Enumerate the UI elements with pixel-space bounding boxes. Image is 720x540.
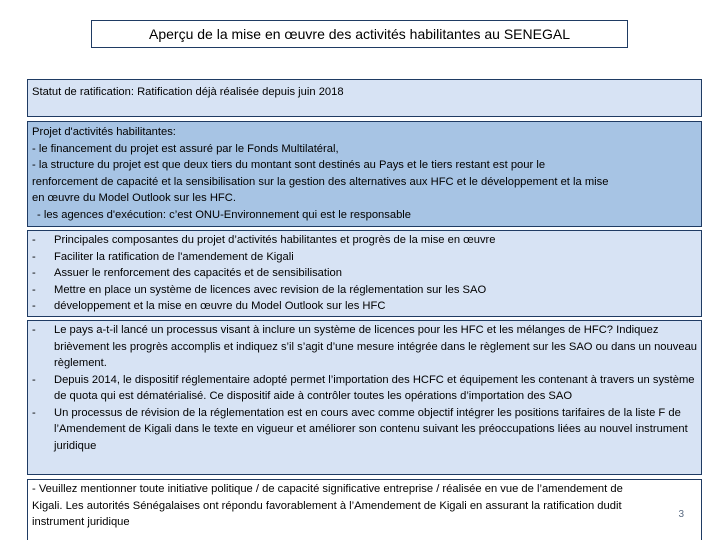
list-item	[32, 282, 697, 299]
dash-marker: -	[32, 283, 36, 296]
list-item-text: Depuis 2014, le dispositif réglementaire adopté permet l’importation des HCFC et équipement les contenant à travers un système de quota qui est dématérialisé. Ce dispositif aide à contrôler toutes les opérations d’importation des SAO	[54, 373, 695, 402]
list-item	[32, 372, 697, 405]
licensing-box	[27, 320, 702, 475]
list-item	[32, 232, 697, 249]
project-box	[27, 121, 702, 227]
list-item	[32, 265, 697, 282]
list-item	[32, 322, 697, 372]
dash-marker: -	[32, 373, 36, 386]
slide-title: Aperçu de la mise en œuvre des activités habilitantes au SENEGAL	[91, 20, 628, 48]
dash-marker: -	[32, 324, 36, 336]
project-line: - les agences d'exécution: c’est ONU-Environnement qui est le responsable	[37, 208, 412, 221]
list-item-text: Principales composantes du projet d’activités habilitantes et progrès de la mise en œuvre	[54, 234, 496, 246]
list-item-text: Un processus de révision de la réglementation est en cours avec comme objectif intégrer les positions tarifaires de la liste F de l’Amendement de Kigali dans le texte en vigueur et améliorer son contenu suivant les préoccupations liées au nouvel instrument juridique	[54, 406, 688, 452]
components-box	[27, 230, 702, 317]
ratification-status-text: Statut de ratification: Ratification déjà réalisée depuis juin 2018	[32, 86, 344, 98]
list-item	[32, 249, 697, 266]
ratification-status-box	[27, 79, 702, 117]
initiative-box	[27, 479, 702, 540]
list-item-text: Le pays a-t-il lancé un processus visant à inclure un système de licences pour les HFC et les mélanges de HFC? Indiquez brièvement les progrès accomplis et indiquez s’il s’agit d’une mesure intégrée dans le règlement sur les SAO ou dans un nouveau règlement.	[54, 324, 698, 369]
initiative-text: - Veuillez mentionner toute initiative politique / de capacité significative entreprise / réalisée en vue de l’amendement de Kigali. Les autorités Sénégalaises ont répondu favorablement à l’Amendement de Kigali en assurant la ratification dudit instrument juridique	[32, 483, 623, 528]
dash-marker: -	[32, 250, 36, 263]
dash-marker: -	[32, 267, 36, 279]
page-number: 3	[678, 509, 684, 520]
project-line: - le financement du projet est assuré par le Fonds Multilatéral,	[32, 142, 339, 155]
project-line: - la structure du projet est que deux tiers du montant sont destinés au Pays et le tiers restant est pour le	[32, 159, 546, 171]
list-item-text: Mettre en place un système de licences avec revision de la réglementation sur les SAO	[54, 283, 487, 296]
project-line: renforcement de capacité et la sensibilisation sur la gestion des alternatives aux HFC et le développement et la mise	[32, 175, 609, 188]
list-item-text: Assuer le renforcement des capacités et de sensibilisation	[54, 267, 342, 279]
dash-marker: -	[32, 234, 36, 246]
list-item-text: développement et la mise en œuvre du Model Outlook sur les HFC	[54, 300, 386, 312]
list-item-text: Faciliter la ratification de l'amendement de Kigali	[54, 250, 294, 263]
list-item	[32, 405, 697, 455]
project-line: en œuvre du Model Outlook sur les HFC.	[32, 192, 236, 204]
dash-marker: -	[32, 406, 36, 419]
dash-marker: -	[32, 300, 36, 312]
project-line: Projet d'activités habilitantes:	[32, 126, 176, 138]
list-item	[32, 298, 697, 315]
